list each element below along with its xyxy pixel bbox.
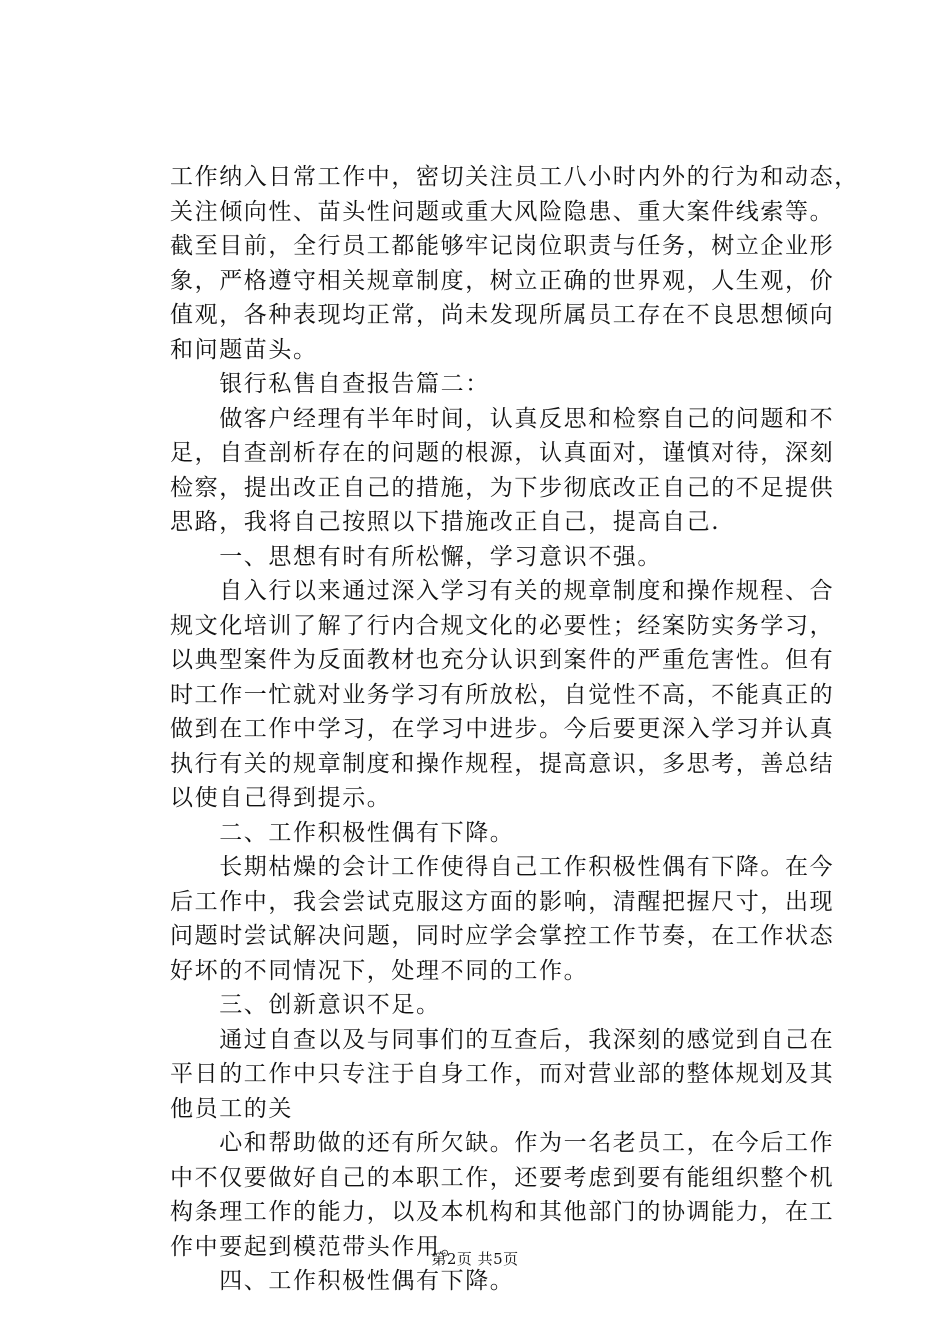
text-line: 好坏的不同情况下，处理不同的工作。 xyxy=(170,957,589,984)
section-heading: 一、思想有时有所松懈，学习意识不强。 xyxy=(170,543,662,570)
text-line: 以典型案件为反面教材也充分认识到案件的严重危害性。但有 xyxy=(170,647,835,673)
text-line: 构条理工作的能力，以及本机构和其他部门的协调能力，在工 xyxy=(170,1199,835,1225)
document-body xyxy=(170,160,859,1299)
text-line: 中不仅要做好自己的本职工作，还要考虑到要有能组织整个机 xyxy=(170,1164,835,1191)
text-line: 做到在工作中学习，在学习中进步。今后要更深入学习并认真 xyxy=(170,716,835,742)
text-line: 执行有关的规章制度和操作规程，提高意识，多思考，善总结 xyxy=(170,750,835,777)
text-line: 平日的工作中只专注于自身工作，而对营业部的整体规划及其 xyxy=(170,1061,835,1087)
section-heading: 四、工作积极性偶有下降。 xyxy=(170,1268,515,1294)
text-line: 关注倾向性、苗头性问题或重大风险隐患、重大案件线索等。 xyxy=(170,198,835,225)
text-line: 心和帮助做的还有所欠缺。作为一名老员工，在今后工作 xyxy=(170,1130,835,1156)
text-line: 自入行以来通过深入学习有关的规章制度和操作规程、合 xyxy=(170,578,835,604)
text-line: 截至目前，全行员工都能够牢记岗位职责与任务，树立企业形 xyxy=(170,233,835,259)
text-line: 长期枯燥的会计工作使得自己工作积极性偶有下降。在今 xyxy=(170,854,835,880)
text-line: 检察，提出改正自己的措施，为下步彻底改正自己的不足提供 xyxy=(170,474,835,501)
section-heading: 二、工作积极性偶有下降。 xyxy=(170,819,515,846)
text-line: 和问题苗头。 xyxy=(170,336,318,363)
text-line: 象，严格遵守相关规章制度，树立正确的世界观，人生观，价 xyxy=(170,267,835,294)
text-line: 工作纳入日常工作中，密切关注员工八小时内外的行为和动态， xyxy=(170,164,859,190)
text-line: 作中要起到模范带头作用。 xyxy=(170,1233,466,1260)
text-line: 以使自己得到提示。 xyxy=(170,785,392,811)
text-line: 值观，各种表现均正常，尚未发现所属员工存在不良思想倾向 xyxy=(170,302,835,328)
text-line: 足，自查剖析存在的问题的根源，认真面对，谨慎对待，深刻 xyxy=(170,440,835,466)
text-line: 规文化培训了解了行内合规文化的必要性；经案防实务学习， xyxy=(170,612,835,639)
text-line: 他员工的关 xyxy=(170,1095,293,1122)
text-line: 通过自查以及与同事们的互查后，我深刻的感觉到自己在 xyxy=(170,1026,835,1053)
page-footer: 第2页 共5页 xyxy=(431,1250,519,1268)
section-title: 银行私售自查报告篇二： xyxy=(170,371,490,397)
section-heading: 三、创新意识不足。 xyxy=(170,992,441,1018)
text-line: 后工作中，我会尝试克服这方面的影响，清醒把握尺寸，出现 xyxy=(170,888,835,915)
text-line: 时工作一忙就对业务学习有所放松，自觉性不高，不能真正的 xyxy=(170,681,835,708)
text-line: 问题时尝试解决问题，同时应学会掌控工作节奏，在工作状态 xyxy=(170,923,835,949)
text-line: 思路，我将自己按照以下措施改正自己，提高自己. xyxy=(170,509,721,535)
text-line: 做客户经理有半年时间，认真反思和检察自己的问题和不 xyxy=(170,405,835,432)
